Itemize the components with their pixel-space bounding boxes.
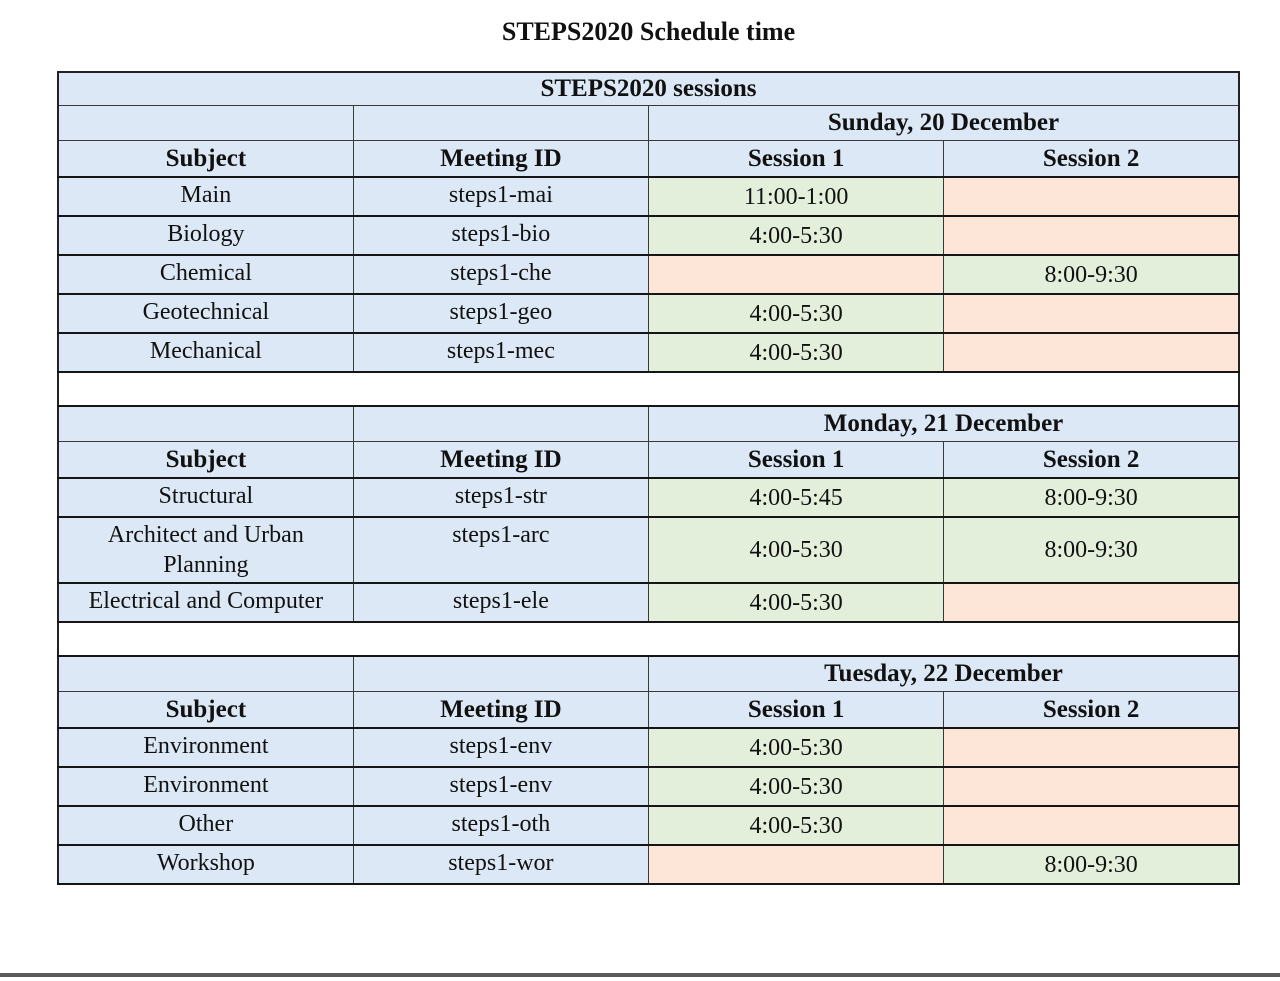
session1-cell: 4:00-5:30: [649, 728, 944, 767]
meeting-id-cell: steps1-arc: [353, 517, 648, 583]
meeting-id-cell: steps1-oth: [353, 806, 648, 845]
meeting-id-cell: steps1-mec: [353, 333, 648, 372]
blank-subject-cell: [58, 406, 353, 442]
meeting-id-cell: steps1-mai: [353, 177, 648, 216]
column-header-session-2: Session 2: [944, 692, 1239, 729]
schedule-row: [58, 478, 1239, 517]
session1-cell: 4:00-5:30: [649, 294, 944, 333]
column-header-session-1: Session 1: [649, 692, 944, 729]
session2-cell: [944, 583, 1239, 622]
subject-cell: Electrical and Computer: [58, 583, 353, 622]
column-header-subject: Subject: [58, 141, 353, 178]
subject-cell: Architect and Urban Planning: [58, 517, 353, 583]
subject-cell: Environment: [58, 767, 353, 806]
subject-cell: Geotechnical: [58, 294, 353, 333]
meeting-id-cell: steps1-geo: [353, 294, 648, 333]
session2-cell: 8:00-9:30: [944, 255, 1239, 294]
subject-cell: Chemical: [58, 255, 353, 294]
schedule-row: [58, 806, 1239, 845]
column-header-session-1: Session 1: [649, 442, 944, 479]
session1-cell: 4:00-5:30: [649, 583, 944, 622]
table-title-row: [58, 72, 1239, 106]
session2-cell: [944, 294, 1239, 333]
day-header-cell: Tuesday, 22 December: [649, 656, 1240, 692]
meeting-id-cell: steps1-che: [353, 255, 648, 294]
column-header-subject: Subject: [58, 442, 353, 479]
session2-cell: [944, 728, 1239, 767]
session1-cell: [649, 845, 944, 884]
session2-cell: [944, 216, 1239, 255]
subject-cell: Biology: [58, 216, 353, 255]
meeting-id-cell: steps1-str: [353, 478, 648, 517]
meeting-id-cell: steps1-bio: [353, 216, 648, 255]
column-header-meeting-id: Meeting ID: [353, 141, 648, 178]
meeting-id-cell: steps1-wor: [353, 845, 648, 884]
day-header-row: [58, 406, 1239, 442]
day-header-row: [58, 106, 1239, 141]
blank-meeting-cell: [353, 406, 648, 442]
blank-subject-cell: [58, 656, 353, 692]
document-title: STEPS2020 Schedule time: [501, 17, 796, 46]
schedule-row: [58, 728, 1239, 767]
subject-cell: Mechanical: [58, 333, 353, 372]
session1-cell: 4:00-5:30: [649, 806, 944, 845]
session1-cell: 4:00-5:45: [649, 478, 944, 517]
subject-cell: Workshop: [58, 845, 353, 884]
blank-meeting-cell: [353, 656, 648, 692]
section-gap-cell: [58, 622, 1239, 656]
subject-cell: Other: [58, 806, 353, 845]
day-header-cell: Sunday, 20 December: [649, 106, 1240, 141]
subject-cell: Main: [58, 177, 353, 216]
session1-cell: 4:00-5:30: [649, 333, 944, 372]
schedule-table: [57, 71, 1240, 885]
table-title: STEPS2020 sessions: [58, 72, 1239, 106]
schedule-row: [58, 216, 1239, 255]
session1-cell: 4:00-5:30: [649, 216, 944, 255]
session2-cell: 8:00-9:30: [944, 478, 1239, 517]
blank-subject-cell: [58, 106, 353, 141]
schedule-row: [58, 845, 1239, 884]
column-header-subject: Subject: [58, 692, 353, 729]
meeting-id-cell: steps1-env: [353, 728, 648, 767]
session1-cell: 11:00-1:00: [649, 177, 944, 216]
session2-cell: [944, 177, 1239, 216]
column-header-row: [58, 692, 1239, 729]
column-header-session-1: Session 1: [649, 141, 944, 178]
meeting-id-cell: steps1-env: [353, 767, 648, 806]
day-header-cell: Monday, 21 December: [649, 406, 1240, 442]
schedule-row: [58, 517, 1239, 583]
session1-cell: [649, 255, 944, 294]
section-gap-row: [58, 622, 1239, 656]
schedule-row: [58, 294, 1239, 333]
column-header-session-2: Session 2: [944, 141, 1239, 178]
blank-meeting-cell: [353, 106, 648, 141]
schedule-row: [58, 333, 1239, 372]
session2-cell: [944, 767, 1239, 806]
session2-cell: [944, 806, 1239, 845]
meeting-id-cell: steps1-ele: [353, 583, 648, 622]
section-gap-row: [58, 372, 1239, 406]
schedule-row: [58, 767, 1239, 806]
column-header-row: [58, 141, 1239, 178]
section-gap-cell: [58, 372, 1239, 406]
session1-cell: 4:00-5:30: [649, 767, 944, 806]
subject-cell: Structural: [58, 478, 353, 517]
column-header-meeting-id: Meeting ID: [353, 692, 648, 729]
session2-cell: 8:00-9:30: [944, 517, 1239, 583]
column-header-row: [58, 442, 1239, 479]
session2-cell: 8:00-9:30: [944, 845, 1239, 884]
schedule-row: [58, 583, 1239, 622]
schedule-row: [58, 255, 1239, 294]
session1-cell: 4:00-5:30: [649, 517, 944, 583]
schedule-row: [58, 177, 1239, 216]
column-header-meeting-id: Meeting ID: [353, 442, 648, 479]
day-header-row: [58, 656, 1239, 692]
bottom-divider: [0, 973, 1280, 977]
column-header-session-2: Session 2: [944, 442, 1239, 479]
session2-cell: [944, 333, 1239, 372]
subject-cell: Environment: [58, 728, 353, 767]
